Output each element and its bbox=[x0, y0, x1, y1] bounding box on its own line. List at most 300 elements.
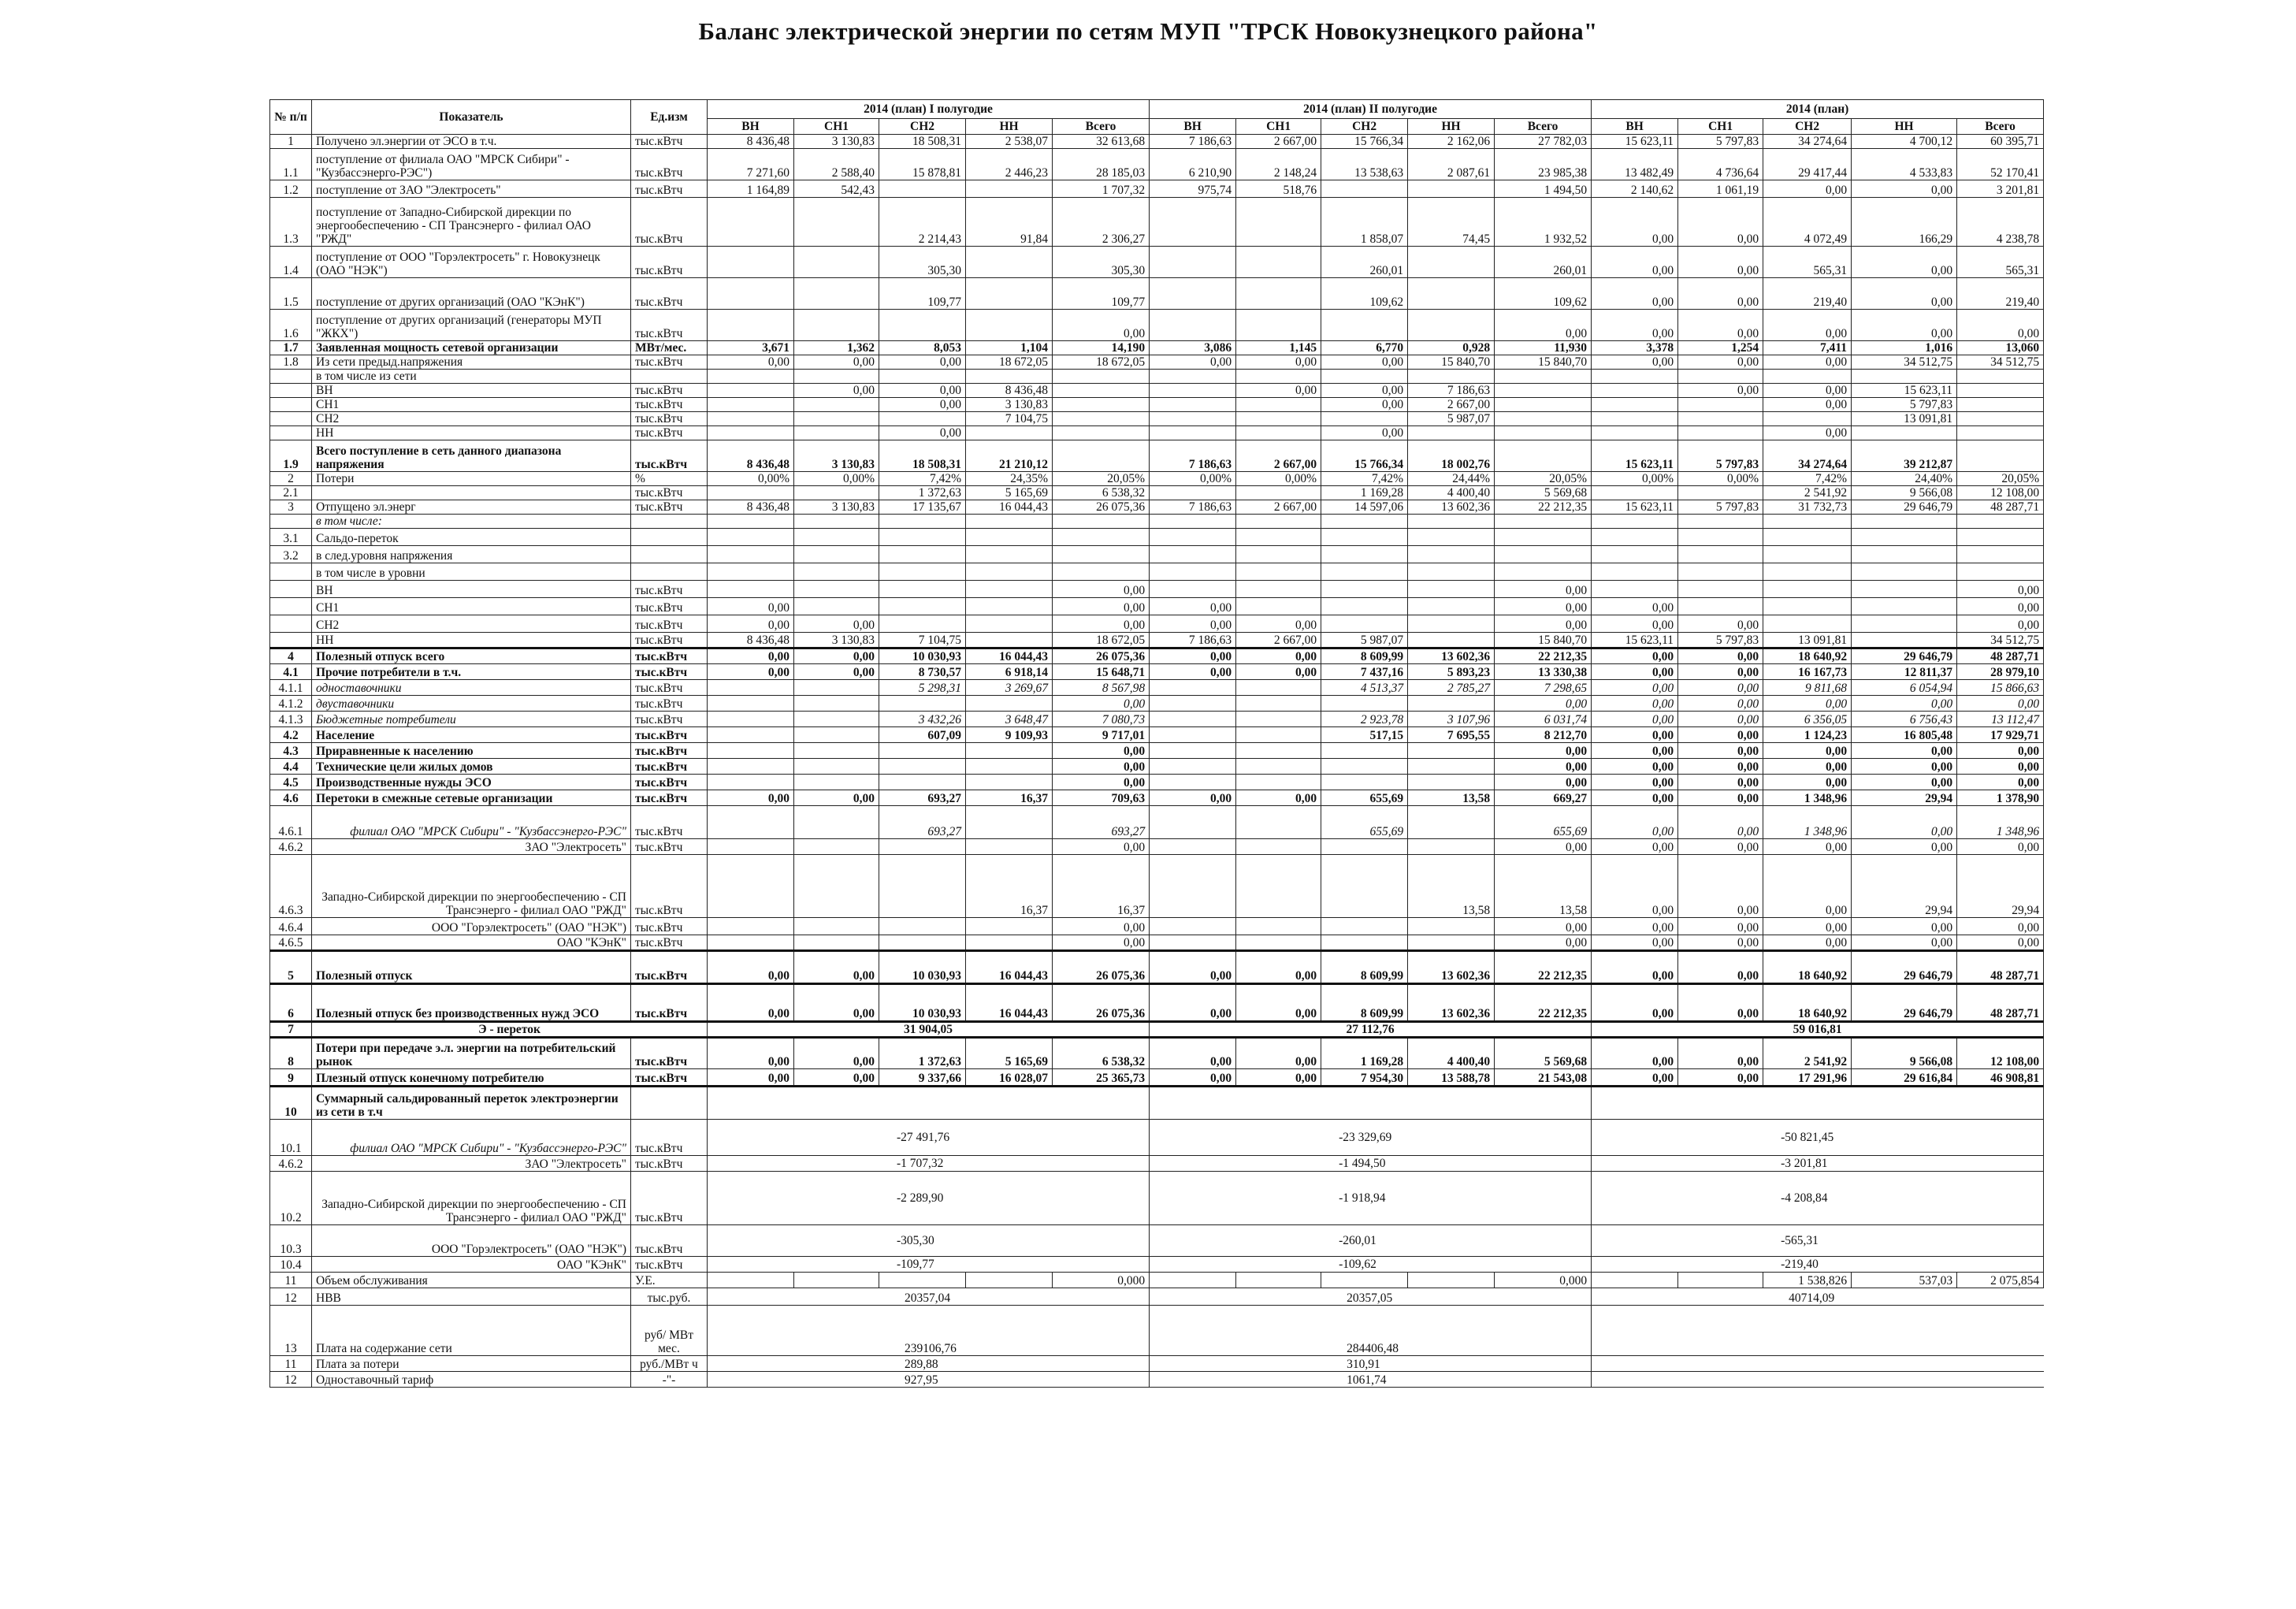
row-indicator: Плезный отпуск конечному потребителю bbox=[312, 1069, 631, 1087]
value-cell bbox=[1236, 696, 1321, 712]
exchange-total: 31 904,05 bbox=[708, 1022, 1150, 1038]
table-row bbox=[270, 759, 2044, 775]
value-cell: 693,27 bbox=[1053, 806, 1150, 839]
value-cell: 25 365,73 bbox=[1053, 1069, 1150, 1087]
value-cell bbox=[1150, 696, 1236, 712]
row-number: 3.2 bbox=[270, 546, 312, 563]
value-cell: 0,00 bbox=[1678, 198, 1763, 247]
value-cell bbox=[1763, 615, 1852, 633]
value-cell: 0,00 bbox=[1678, 1069, 1763, 1087]
row-number bbox=[270, 633, 312, 648]
value-cell bbox=[1236, 918, 1321, 935]
value-cell: 0,00 bbox=[1236, 1069, 1321, 1087]
table-row bbox=[270, 1372, 2044, 1388]
value-cell bbox=[1321, 546, 1408, 563]
row-indicator: поступление от Западно-Сибирской дирекции по энергообеспечению - СП Трансэнерго - филиал ОАО "РЖД" bbox=[312, 198, 631, 247]
value-cell: 0,00 bbox=[1053, 581, 1150, 598]
value-cell: 48 287,71 bbox=[1957, 951, 2044, 984]
value-cell bbox=[708, 486, 794, 500]
value-cell: 1,104 bbox=[966, 341, 1053, 355]
value-cell bbox=[708, 935, 794, 951]
value-cell: 0,00 bbox=[1678, 664, 1763, 680]
value-cell: 39 212,87 bbox=[1852, 440, 1957, 472]
value-cell: 2 541,92 bbox=[1763, 486, 1852, 500]
value-cell: 0,00 bbox=[1678, 855, 1763, 918]
value-cell bbox=[794, 247, 879, 278]
value-cell bbox=[1957, 398, 2044, 412]
value-cell bbox=[1957, 426, 2044, 440]
value-cell: 0,00 bbox=[1150, 790, 1236, 806]
value-cell: 1 707,32 bbox=[1053, 180, 1150, 198]
value-cell bbox=[708, 412, 794, 426]
period-value: -305,30 bbox=[708, 1225, 1150, 1257]
value-cell: 16 044,43 bbox=[966, 648, 1053, 664]
value-cell bbox=[966, 918, 1053, 935]
value-cell: 48 287,71 bbox=[1957, 648, 2044, 664]
value-cell bbox=[879, 696, 966, 712]
value-cell bbox=[1408, 918, 1495, 935]
value-cell bbox=[1852, 633, 1957, 648]
value-cell: 2 588,40 bbox=[794, 149, 879, 180]
value-cell bbox=[879, 615, 966, 633]
value-cell: 0,00 bbox=[879, 384, 966, 398]
value-cell: 1 169,28 bbox=[1321, 1038, 1408, 1069]
value-cell bbox=[1852, 598, 1957, 615]
value-cell: 305,30 bbox=[879, 247, 966, 278]
row-number: 4.6.2 bbox=[270, 1156, 312, 1172]
value-cell: 0,00 bbox=[1678, 806, 1763, 839]
value-cell: 0,00 bbox=[1678, 247, 1763, 278]
row-indicator: Технические цели жилых домов bbox=[312, 759, 631, 775]
value-cell bbox=[794, 412, 879, 426]
value-cell: 4 533,83 bbox=[1852, 149, 1957, 180]
value-cell bbox=[1236, 935, 1321, 951]
value-cell bbox=[966, 1273, 1053, 1288]
value-cell: 8 436,48 bbox=[708, 135, 794, 149]
header-col-sn1: СН1 bbox=[1678, 119, 1763, 135]
value-cell: 0,00 bbox=[708, 790, 794, 806]
value-cell bbox=[1236, 426, 1321, 440]
value-cell: 0,00 bbox=[1678, 839, 1763, 855]
value-cell bbox=[1408, 696, 1495, 712]
value-cell: 2 923,78 bbox=[1321, 712, 1408, 727]
value-cell bbox=[966, 598, 1053, 615]
value-cell: 2 148,24 bbox=[1236, 149, 1321, 180]
period-value bbox=[1592, 1356, 2044, 1372]
value-cell bbox=[1150, 310, 1236, 341]
period-value: 20357,04 bbox=[708, 1288, 1150, 1306]
value-cell bbox=[966, 546, 1053, 563]
value-cell bbox=[966, 529, 1053, 546]
value-cell: 15 766,34 bbox=[1321, 440, 1408, 472]
value-cell bbox=[708, 426, 794, 440]
value-cell: 20,05% bbox=[1495, 472, 1592, 486]
value-cell bbox=[1408, 529, 1495, 546]
row-unit: тыс.руб. bbox=[631, 1288, 708, 1306]
value-cell: 0,00 bbox=[1236, 951, 1321, 984]
table-row bbox=[270, 426, 2044, 440]
value-cell bbox=[794, 712, 879, 727]
value-cell: 5 165,69 bbox=[966, 486, 1053, 500]
value-cell: 8 436,48 bbox=[966, 384, 1053, 398]
value-cell: 34 274,64 bbox=[1763, 440, 1852, 472]
table-row bbox=[270, 855, 2044, 918]
value-cell: 9 717,01 bbox=[1053, 727, 1150, 743]
value-cell: 5 298,31 bbox=[879, 680, 966, 696]
value-cell: 18 672,05 bbox=[1053, 355, 1150, 370]
row-number: 1.6 bbox=[270, 310, 312, 341]
row-unit: тыс.кВтч bbox=[631, 412, 708, 426]
value-cell bbox=[879, 839, 966, 855]
table-row bbox=[270, 664, 2044, 680]
value-cell bbox=[708, 529, 794, 546]
row-indicator: ЗАО "Электросеть" bbox=[312, 839, 631, 855]
value-cell bbox=[1495, 546, 1592, 563]
value-cell bbox=[1592, 384, 1678, 398]
value-cell: 22 212,35 bbox=[1495, 500, 1592, 515]
row-number: 3.1 bbox=[270, 529, 312, 546]
value-cell: 0,00 bbox=[1678, 712, 1763, 727]
value-cell: 7,411 bbox=[1763, 341, 1852, 355]
row-indicator: Всего поступление в сеть данного диапазона напряжения bbox=[312, 440, 631, 472]
value-cell: 16 028,07 bbox=[966, 1069, 1053, 1087]
value-cell bbox=[708, 278, 794, 310]
value-cell bbox=[1678, 598, 1763, 615]
value-cell bbox=[1852, 529, 1957, 546]
value-cell: 22 212,35 bbox=[1495, 984, 1592, 1022]
value-cell: 0,00 bbox=[1763, 935, 1852, 951]
value-cell bbox=[1678, 546, 1763, 563]
row-number: 1.1 bbox=[270, 149, 312, 180]
value-cell: 0,00 bbox=[1957, 743, 2044, 759]
value-cell bbox=[1852, 370, 1957, 384]
value-cell bbox=[1408, 563, 1495, 581]
value-cell: 31 732,73 bbox=[1763, 500, 1852, 515]
value-cell: 18 002,76 bbox=[1408, 440, 1495, 472]
value-cell bbox=[1678, 398, 1763, 412]
value-cell: 17 291,96 bbox=[1763, 1069, 1852, 1087]
value-cell: 29,94 bbox=[1852, 855, 1957, 918]
value-cell: 1 378,90 bbox=[1957, 790, 2044, 806]
period-value: 284406,48 bbox=[1150, 1306, 1592, 1356]
value-cell bbox=[879, 563, 966, 581]
value-cell bbox=[708, 743, 794, 759]
value-cell: 0,00 bbox=[1678, 680, 1763, 696]
row-unit: тыс.кВтч bbox=[631, 633, 708, 648]
value-cell: 0,00 bbox=[1957, 775, 2044, 790]
value-cell bbox=[1321, 310, 1408, 341]
value-cell: 5 569,68 bbox=[1495, 486, 1592, 500]
value-cell: 2 446,23 bbox=[966, 149, 1053, 180]
value-cell bbox=[879, 581, 966, 598]
row-unit: тыс.кВтч bbox=[631, 951, 708, 984]
value-cell bbox=[1150, 412, 1236, 426]
value-cell: 2 667,00 bbox=[1236, 633, 1321, 648]
value-cell: 1 124,23 bbox=[1763, 727, 1852, 743]
table-row bbox=[270, 615, 2044, 633]
value-cell: 0,00% bbox=[1150, 472, 1236, 486]
value-cell: 27 782,03 bbox=[1495, 135, 1592, 149]
row-indicator: Плата за потери bbox=[312, 1356, 631, 1372]
value-cell bbox=[1592, 529, 1678, 546]
value-cell: 2 306,27 bbox=[1053, 198, 1150, 247]
value-cell: 13 112,47 bbox=[1957, 712, 2044, 727]
header-col-nn: НН bbox=[1852, 119, 1957, 135]
value-cell: 9 109,93 bbox=[966, 727, 1053, 743]
value-cell: 518,76 bbox=[1236, 180, 1321, 198]
value-cell: 0,00 bbox=[1236, 790, 1321, 806]
value-cell bbox=[708, 563, 794, 581]
row-indicator: Потери при передаче э.л. энергии на потребительский рынок bbox=[312, 1038, 631, 1069]
value-cell: 655,69 bbox=[1321, 790, 1408, 806]
header-col-sn2: СН2 bbox=[879, 119, 966, 135]
table-row bbox=[270, 918, 2044, 935]
value-cell: 15 840,70 bbox=[1408, 355, 1495, 370]
value-cell bbox=[1957, 384, 2044, 398]
value-cell bbox=[1150, 563, 1236, 581]
value-cell: 4 400,40 bbox=[1408, 1038, 1495, 1069]
table-row bbox=[270, 149, 2044, 180]
value-cell bbox=[1236, 581, 1321, 598]
value-cell: 21 543,08 bbox=[1495, 1069, 1592, 1087]
value-cell bbox=[966, 581, 1053, 598]
row-number bbox=[270, 370, 312, 384]
header-col-sn2: СН2 bbox=[1321, 119, 1408, 135]
value-cell: 0,00 bbox=[794, 790, 879, 806]
value-cell bbox=[1321, 1273, 1408, 1288]
value-cell: 4 736,64 bbox=[1678, 149, 1763, 180]
value-cell bbox=[1150, 759, 1236, 775]
table-row bbox=[270, 310, 2044, 341]
value-cell: 20,05% bbox=[1053, 472, 1150, 486]
value-cell: 565,31 bbox=[1957, 247, 2044, 278]
value-cell: 29,94 bbox=[1852, 790, 1957, 806]
value-cell: 6 538,32 bbox=[1053, 486, 1150, 500]
value-cell: 260,01 bbox=[1495, 247, 1592, 278]
value-cell: 0,00 bbox=[1053, 310, 1150, 341]
value-cell bbox=[1236, 727, 1321, 743]
value-cell: 655,69 bbox=[1321, 806, 1408, 839]
value-cell bbox=[1678, 370, 1763, 384]
value-cell: 0,00 bbox=[1852, 310, 1957, 341]
row-number: 13 bbox=[270, 1306, 312, 1356]
value-cell bbox=[1053, 398, 1150, 412]
value-cell bbox=[966, 775, 1053, 790]
value-cell: 16,37 bbox=[966, 855, 1053, 918]
value-cell: 0,00 bbox=[1678, 355, 1763, 370]
value-cell: 0,00 bbox=[879, 426, 966, 440]
period-value: 40714,09 bbox=[1592, 1288, 2044, 1306]
value-cell: 0,000 bbox=[1495, 1273, 1592, 1288]
row-unit: тыс.кВтч bbox=[631, 398, 708, 412]
value-cell bbox=[708, 546, 794, 563]
table-row bbox=[270, 712, 2044, 727]
value-cell: 3 432,26 bbox=[879, 712, 966, 727]
value-cell bbox=[879, 370, 966, 384]
value-cell bbox=[1957, 412, 2044, 426]
value-cell: 0,00 bbox=[1495, 918, 1592, 935]
row-unit: тыс.кВтч bbox=[631, 440, 708, 472]
value-cell: 12 108,00 bbox=[1957, 1038, 2044, 1069]
value-cell: 0,00 bbox=[1592, 247, 1678, 278]
value-cell: 0,00 bbox=[1678, 384, 1763, 398]
value-cell: 0,00 bbox=[1053, 615, 1150, 633]
value-cell: 0,00 bbox=[1592, 598, 1678, 615]
header-col-total: Всего bbox=[1053, 119, 1150, 135]
value-cell: 3 201,81 bbox=[1957, 180, 2044, 198]
value-cell bbox=[966, 310, 1053, 341]
value-cell bbox=[1321, 918, 1408, 935]
row-indicator: ОАО "КЭнК" bbox=[312, 935, 631, 951]
table-row bbox=[270, 935, 2044, 951]
table-body bbox=[270, 135, 2044, 1388]
table-row bbox=[270, 384, 2044, 398]
value-cell: 0,00 bbox=[1763, 180, 1852, 198]
row-indicator: в том числе из сети bbox=[312, 370, 631, 384]
row-number: 11 bbox=[270, 1273, 312, 1288]
value-cell: 0,00 bbox=[1763, 918, 1852, 935]
value-cell: 0,00 bbox=[1592, 198, 1678, 247]
value-cell: 18 672,05 bbox=[1053, 633, 1150, 648]
value-cell bbox=[1957, 546, 2044, 563]
value-cell bbox=[1763, 515, 1852, 529]
value-cell bbox=[708, 680, 794, 696]
value-cell bbox=[1236, 529, 1321, 546]
value-cell bbox=[966, 935, 1053, 951]
value-cell bbox=[966, 759, 1053, 775]
value-cell: 0,00 bbox=[1150, 984, 1236, 1022]
row-number bbox=[270, 615, 312, 633]
value-cell: 0,00 bbox=[1678, 951, 1763, 984]
value-cell: 1 061,19 bbox=[1678, 180, 1763, 198]
value-cell bbox=[1592, 581, 1678, 598]
value-cell: 0,00 bbox=[708, 951, 794, 984]
value-cell: 4 238,78 bbox=[1957, 198, 2044, 247]
value-cell bbox=[708, 712, 794, 727]
value-cell: 16 044,43 bbox=[966, 951, 1053, 984]
row-indicator bbox=[312, 486, 631, 500]
row-number: 1.2 bbox=[270, 180, 312, 198]
value-cell: 0,00 bbox=[1321, 384, 1408, 398]
value-cell: 1 372,63 bbox=[879, 1038, 966, 1069]
value-cell: 0,00 bbox=[1495, 310, 1592, 341]
value-cell: 5 893,23 bbox=[1408, 664, 1495, 680]
value-cell: 0,00 bbox=[1852, 247, 1957, 278]
value-cell: 3 130,83 bbox=[794, 440, 879, 472]
value-cell: 709,63 bbox=[1053, 790, 1150, 806]
value-cell: 0,00 bbox=[1495, 775, 1592, 790]
value-cell bbox=[1408, 515, 1495, 529]
value-cell bbox=[966, 633, 1053, 648]
row-number: 4.6.1 bbox=[270, 806, 312, 839]
table-row bbox=[270, 546, 2044, 563]
value-cell: 0,00 bbox=[1678, 696, 1763, 712]
value-cell: 6 031,74 bbox=[1495, 712, 1592, 727]
value-cell: 6 756,43 bbox=[1852, 712, 1957, 727]
header-col-sn1: СН1 bbox=[794, 119, 879, 135]
table-row bbox=[270, 247, 2044, 278]
value-cell: 0,00 bbox=[1053, 775, 1150, 790]
table-row bbox=[270, 696, 2044, 712]
row-number: 7 bbox=[270, 1022, 312, 1038]
row-number bbox=[270, 563, 312, 581]
row-indicator: ООО "Горэлектросеть" (ОАО "НЭК") bbox=[312, 918, 631, 935]
value-cell: 15 766,34 bbox=[1321, 135, 1408, 149]
value-cell: 60 395,71 bbox=[1957, 135, 2044, 149]
value-cell bbox=[1053, 546, 1150, 563]
value-cell: 0,00 bbox=[1495, 615, 1592, 633]
value-cell: 2 667,00 bbox=[1236, 135, 1321, 149]
value-cell: 29 646,79 bbox=[1852, 984, 1957, 1022]
table-row bbox=[270, 581, 2044, 598]
value-cell: 22 212,35 bbox=[1495, 951, 1592, 984]
value-cell: 0,00 bbox=[1678, 648, 1763, 664]
value-cell: 7 104,75 bbox=[879, 633, 966, 648]
value-cell bbox=[1321, 563, 1408, 581]
value-cell bbox=[1236, 598, 1321, 615]
value-cell: 1 348,96 bbox=[1763, 790, 1852, 806]
value-cell bbox=[1592, 370, 1678, 384]
value-cell: 21 210,12 bbox=[966, 440, 1053, 472]
row-indicator: ВН bbox=[312, 581, 631, 598]
table-row bbox=[270, 806, 2044, 839]
value-cell: 13,060 bbox=[1957, 341, 2044, 355]
value-cell bbox=[1150, 370, 1236, 384]
row-unit bbox=[631, 370, 708, 384]
row-indicator: Одноставочный тариф bbox=[312, 1372, 631, 1388]
table-row bbox=[270, 1172, 2044, 1225]
value-cell: 20,05% bbox=[1957, 472, 2044, 486]
table-row bbox=[270, 743, 2044, 759]
value-cell: 0,00 bbox=[1495, 839, 1592, 855]
row-indicator: поступление от других организаций (генераторы МУП "ЖКХ") bbox=[312, 310, 631, 341]
row-unit: тыс.кВтч bbox=[631, 790, 708, 806]
header-period-year: 2014 (план) bbox=[1592, 100, 2044, 119]
value-cell bbox=[879, 855, 966, 918]
value-cell bbox=[794, 581, 879, 598]
value-cell: 607,09 bbox=[879, 727, 966, 743]
row-number: 4.5 bbox=[270, 775, 312, 790]
value-cell bbox=[1150, 247, 1236, 278]
table-row bbox=[270, 1156, 2044, 1172]
value-cell bbox=[1957, 370, 2044, 384]
value-cell bbox=[1236, 1273, 1321, 1288]
value-cell bbox=[1236, 806, 1321, 839]
value-cell bbox=[966, 806, 1053, 839]
value-cell: 0,00 bbox=[1957, 918, 2044, 935]
value-cell bbox=[708, 310, 794, 341]
row-number: 4.6.4 bbox=[270, 918, 312, 935]
value-cell bbox=[1236, 247, 1321, 278]
value-cell: 2 785,27 bbox=[1408, 680, 1495, 696]
value-cell: 219,40 bbox=[1957, 278, 2044, 310]
row-unit: тыс.кВтч bbox=[631, 1225, 708, 1257]
value-cell: 8 436,48 bbox=[708, 440, 794, 472]
value-cell bbox=[879, 546, 966, 563]
value-cell: 8 436,48 bbox=[708, 633, 794, 648]
value-cell: 6 210,90 bbox=[1150, 149, 1236, 180]
value-cell bbox=[1678, 581, 1763, 598]
value-cell bbox=[1236, 486, 1321, 500]
value-cell: 0,00 bbox=[1763, 696, 1852, 712]
value-cell bbox=[1321, 743, 1408, 759]
row-unit: тыс.кВтч bbox=[631, 1257, 708, 1273]
value-cell bbox=[1150, 775, 1236, 790]
value-cell: 18 672,05 bbox=[966, 355, 1053, 370]
value-cell bbox=[1495, 412, 1592, 426]
value-cell: 0,00 bbox=[1763, 839, 1852, 855]
value-cell bbox=[966, 247, 1053, 278]
